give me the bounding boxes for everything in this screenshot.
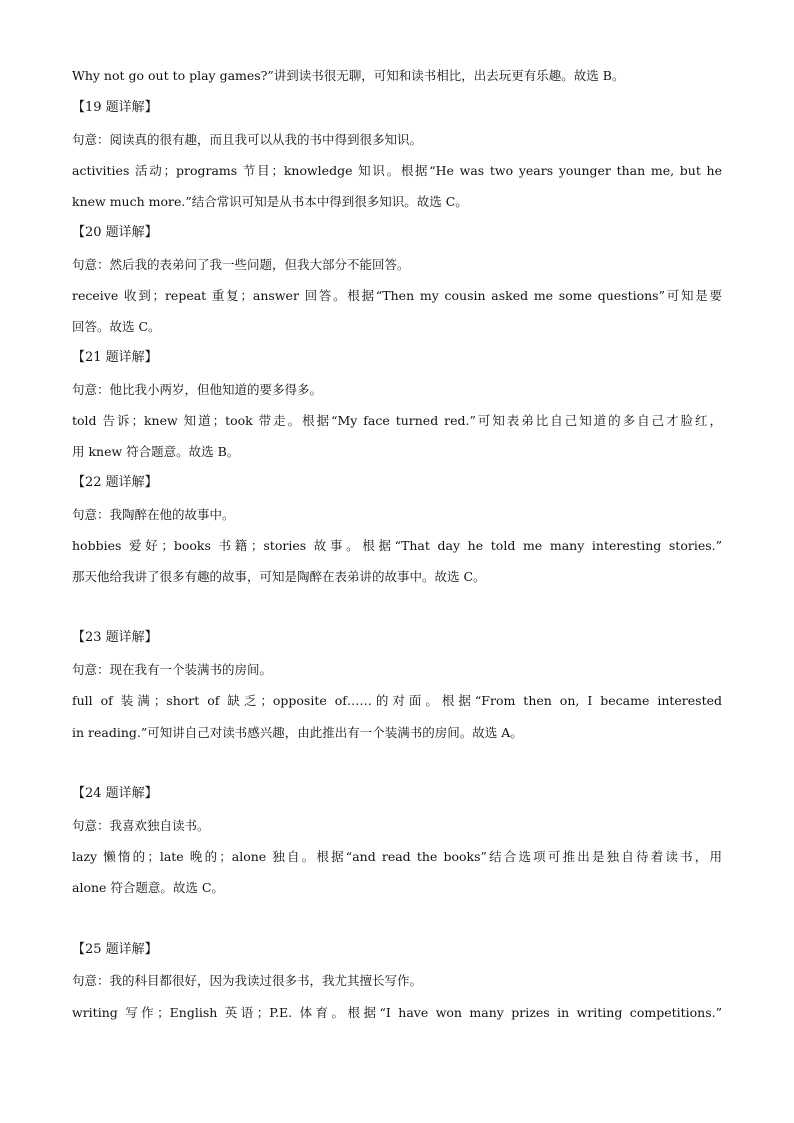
text-line: 句意：我陶醉在他的故事中。	[72, 507, 235, 522]
section-heading: 【20 题详解】	[72, 225, 158, 240]
text-line: 那天他给我讲了很多有趣的故事，可知是陶醉在表弟讲的故事中。故选 C。	[72, 569, 486, 584]
section-heading: 【25 题详解】	[72, 942, 158, 957]
text-line: 回答。故选 C。	[72, 319, 161, 334]
text-line: writing 写作；English 英语；P.E. 体育。根据“I have won many prizes in writing competitions.”	[72, 1005, 722, 1020]
text-line: Why not go out to play games?”讲到读书很无聊，可知和读书相比，出去玩更有乐趣。故选 B。	[72, 68, 625, 83]
section-heading: 【21 题详解】	[72, 350, 158, 365]
text-line: 用 knew 符合题意。故选 B。	[72, 444, 240, 459]
text-line: 句意：我的科目都很好，因为我读过很多书，我尤其擅长写作。	[72, 973, 423, 988]
section-heading: 【19 题详解】	[72, 100, 158, 115]
text-line: 句意：阅读真的很有趣，而且我可以从我的书中得到很多知识。	[72, 132, 423, 147]
text-line: 句意：然后我的表弟问了我一些问题，但我大部分不能回答。	[72, 257, 410, 272]
text-line: in reading.”可知讲自己对读书感兴趣，由此推出有一个装满书的房间。故选 A。	[72, 725, 523, 740]
text-line: full of 装满；short of 缺乏；opposite of……的对面。根据“From then on, I became interested	[72, 693, 722, 708]
text-line: hobbies 爱好；books 书籍；stories 故事。根据“That day he told me many interesting stories.”	[72, 538, 722, 553]
section-heading: 【23 题详解】	[72, 630, 158, 645]
text-line: lazy 懒惰的；late 晚的；alone 独自。根据“and read the books”结合选项可推出是独自待着读书，用	[72, 849, 722, 864]
text-line: receive 收到；repeat 重复；answer 回答。根据“Then my cousin asked me some questions”可知是要	[72, 288, 722, 303]
text-line: activities 活动；programs 节目；knowledge 知识。根据“He was two years younger than me, but he	[72, 163, 722, 178]
text-line: told 告诉；knew 知道；took 带走。根据“My face turned red.”可知表弟比自己知道的多自己才脸红，	[72, 413, 722, 428]
text-line: alone 符合题意。故选 C。	[72, 880, 224, 895]
section-heading: 【22 题详解】	[72, 475, 158, 490]
text-line: knew much more.”结合常识可知是从书本中得到很多知识。故选 C。	[72, 194, 468, 209]
text-line: 句意：我喜欢独自读书。	[72, 818, 210, 833]
text-line: 句意：他比我小两岁，但他知道的要多得多。	[72, 382, 323, 397]
section-heading: 【24 题详解】	[72, 786, 158, 801]
text-line: 句意：现在我有一个装满书的房间。	[72, 662, 273, 677]
